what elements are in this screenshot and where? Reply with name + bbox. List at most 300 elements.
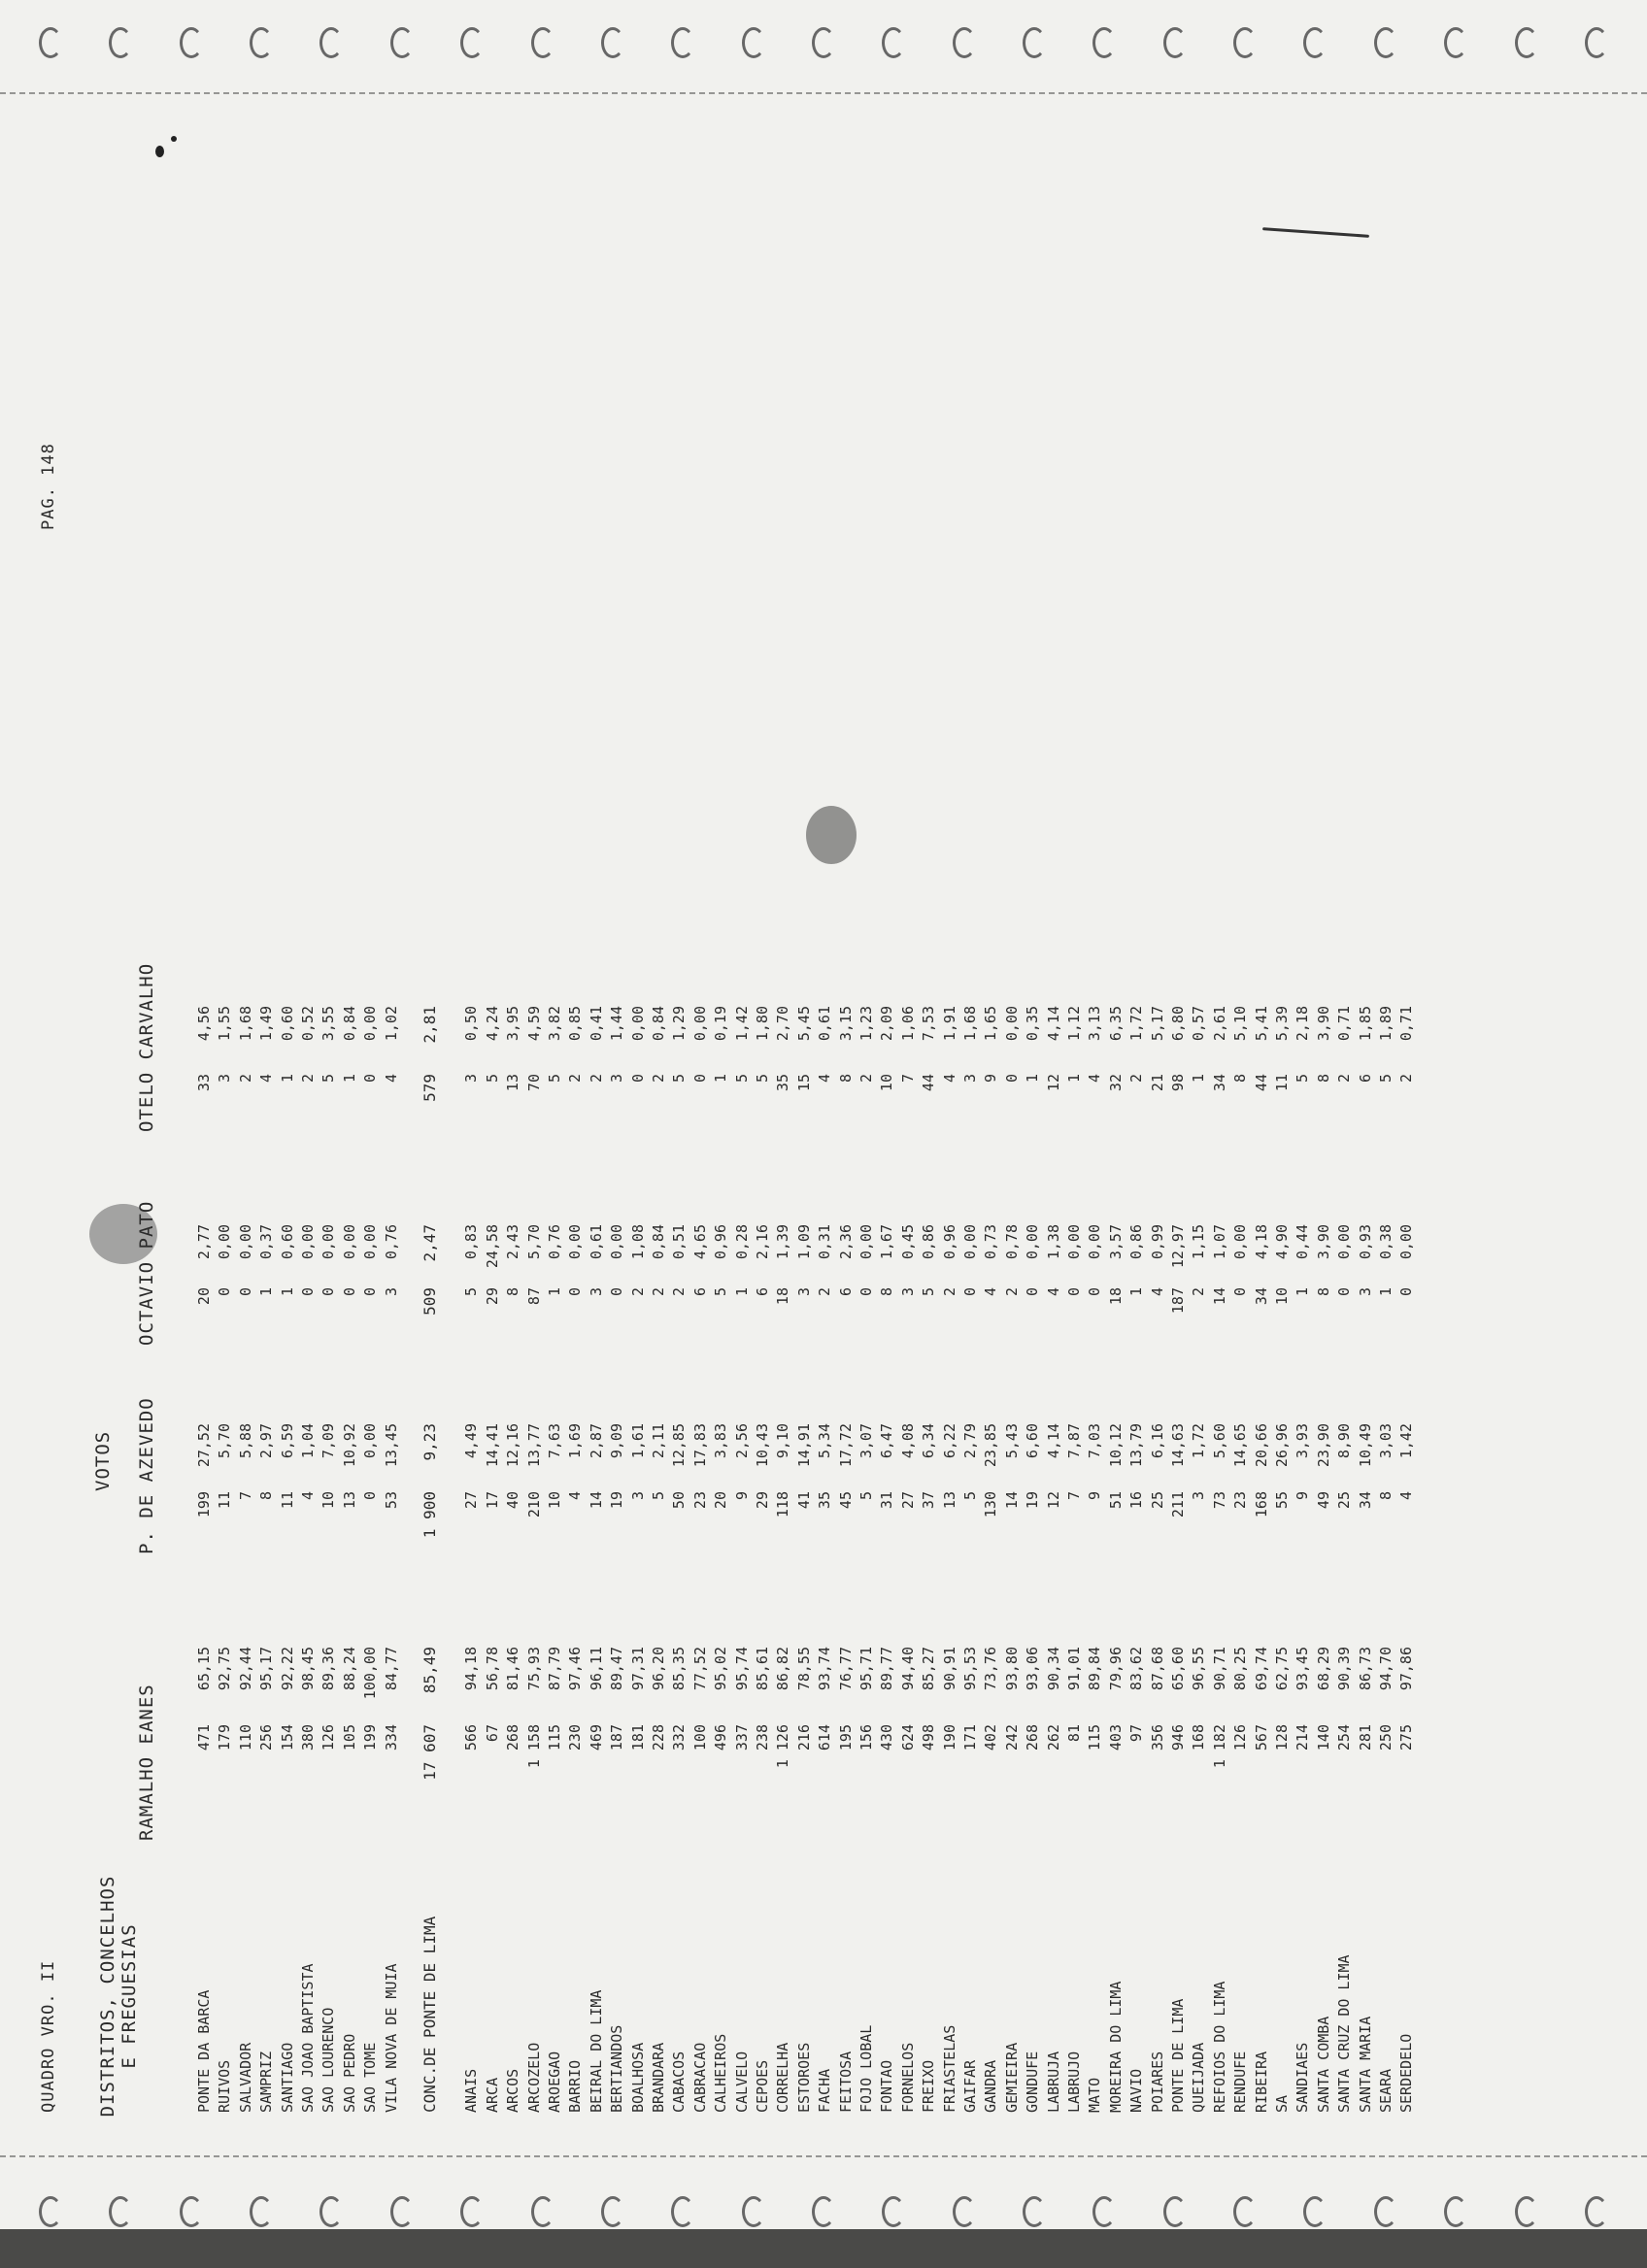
ramalho-eanes-votes: 254	[1335, 1724, 1354, 1751]
azevedo-percent: 6,59	[278, 1423, 296, 1459]
octavio-pato-percent: 4,65	[690, 1224, 709, 1260]
row-name: BARRIO	[566, 2059, 585, 2113]
otelo-carvalho-percent: 4,56	[195, 1006, 213, 1042]
octavio-pato-percent: 1,09	[794, 1224, 813, 1260]
octavio-pato-percent: 0,00	[361, 1224, 380, 1260]
octavio-pato-percent: 0,00	[1335, 1224, 1354, 1260]
district-header	[97, 1831, 140, 2161]
azevedo-votes: 16	[1127, 1491, 1146, 1510]
octavio-pato-percent: 5,70	[524, 1224, 543, 1260]
ramalho-eanes-votes: 171	[961, 1724, 979, 1751]
row-name: VILA NOVA DE MUIA	[382, 1963, 400, 2113]
ramalho-eanes-votes: 156	[857, 1724, 875, 1751]
azevedo-percent: 5,43	[1002, 1423, 1021, 1459]
ramalho-eanes-percent: 81,46	[504, 1647, 522, 1691]
octavio-pato-votes: 1	[1377, 1287, 1395, 1297]
azevedo-votes: 0	[361, 1491, 380, 1501]
ramalho-eanes-percent: 95,71	[857, 1647, 875, 1691]
azevedo-percent: 23,85	[982, 1423, 1000, 1468]
octavio-pato-votes: 2	[670, 1287, 689, 1297]
azevedo-percent: 3,83	[712, 1423, 730, 1459]
otelo-carvalho-votes: 6	[1356, 1074, 1374, 1084]
ramalho-eanes-votes: 187	[608, 1724, 626, 1751]
azevedo-percent: 12,16	[504, 1423, 522, 1468]
otelo-carvalho-votes: 3	[216, 1074, 234, 1084]
azevedo-percent: 4,49	[462, 1423, 481, 1459]
azevedo-votes: 3	[628, 1491, 647, 1501]
octavio-pato-percent: 1,39	[774, 1224, 792, 1260]
otelo-carvalho-percent: 0,41	[587, 1006, 605, 1042]
azevedo-percent: 8,90	[1335, 1423, 1354, 1459]
otelo-carvalho-percent: 3,15	[836, 1006, 855, 1042]
ramalho-eanes-votes: 126	[319, 1724, 338, 1751]
octavio-pato-percent: 24,58	[483, 1224, 501, 1269]
row-name: PONTE DE LIMA	[1169, 1998, 1187, 2113]
azevedo-votes: 23	[690, 1491, 709, 1510]
row-name: SAO TOME	[361, 2042, 380, 2113]
otelo-carvalho-percent: 2,18	[1294, 1006, 1312, 1042]
azevedo-percent: 3,93	[1294, 1423, 1312, 1459]
azevedo-votes: 4	[566, 1491, 585, 1501]
azevedo-percent: 17,83	[690, 1423, 709, 1468]
octavio-pato-votes: 0	[1065, 1287, 1083, 1297]
ramalho-eanes-percent: 92,44	[236, 1647, 254, 1691]
row-name: BEIRAL DO LIMA	[587, 1989, 605, 2113]
ramalho-eanes-percent: 86,82	[774, 1647, 792, 1691]
otelo-carvalho-votes: 9	[982, 1074, 1000, 1084]
azevedo-votes: 211	[1169, 1491, 1187, 1518]
row-name: SAO LOURENCO	[319, 2007, 338, 2113]
otelo-carvalho-votes: 2	[299, 1074, 317, 1084]
ramalho-eanes-votes: 1 126	[774, 1724, 792, 1769]
column-header-p-de-azevedo: P. DE AZEVEDO	[136, 1397, 157, 1554]
ramalho-eanes-percent: 92,22	[278, 1647, 296, 1691]
ramalho-eanes-percent: 75,93	[524, 1647, 543, 1691]
ramalho-eanes-votes: 199	[361, 1724, 380, 1751]
row-name: SA	[1273, 2094, 1291, 2113]
octavio-pato-percent: 0,99	[1148, 1224, 1166, 1260]
azevedo-percent: 2,56	[732, 1423, 751, 1459]
otelo-carvalho-percent: 3,90	[1314, 1006, 1332, 1042]
row-name: SAO PEDRO	[340, 2033, 358, 2113]
otelo-carvalho-votes: 32	[1106, 1074, 1125, 1092]
otelo-carvalho-percent: 1,80	[754, 1006, 771, 1042]
azevedo-votes: 73	[1210, 1491, 1228, 1510]
row-name: FREIXO	[920, 2059, 938, 2113]
ramalho-eanes-votes: 380	[299, 1724, 317, 1751]
octavio-pato-percent: 12,97	[1169, 1224, 1187, 1269]
ramalho-eanes-votes: 403	[1106, 1724, 1125, 1751]
otelo-carvalho-percent: 6,35	[1106, 1006, 1125, 1042]
otelo-carvalho-percent: 0,57	[1190, 1006, 1208, 1042]
ramalho-eanes-votes: 181	[628, 1724, 647, 1751]
octavio-pato-percent: 1,08	[628, 1224, 647, 1260]
octavio-pato-votes: 0	[216, 1287, 234, 1297]
octavio-pato-percent: 3,57	[1106, 1224, 1125, 1260]
ramalho-eanes-percent: 90,71	[1210, 1647, 1228, 1691]
ramalho-eanes-votes: 110	[236, 1724, 254, 1751]
azevedo-percent: 10,12	[1106, 1423, 1125, 1468]
otelo-carvalho-votes: 70	[524, 1074, 543, 1092]
octavio-pato-votes: 1	[1127, 1287, 1146, 1297]
row-name: GANDRA	[982, 2059, 1000, 2113]
row-name: SANTA COMBA	[1314, 2016, 1332, 2113]
azevedo-votes: 23	[1231, 1491, 1250, 1510]
octavio-pato-votes: 0	[857, 1287, 875, 1297]
otelo-carvalho-percent: 1,85	[1356, 1006, 1374, 1042]
ramalho-eanes-percent: 68,29	[1314, 1647, 1332, 1691]
octavio-pato-percent: 0,00	[1086, 1224, 1104, 1260]
row-name: REFOIOS DO LIMA	[1210, 1981, 1228, 2113]
octavio-pato-percent: 0,00	[857, 1224, 875, 1260]
ramalho-eanes-percent: 85,27	[920, 1647, 938, 1691]
row-name: FOJO LOBAL	[857, 2024, 875, 2113]
otelo-carvalho-percent: 6,80	[1169, 1006, 1187, 1042]
ramalho-eanes-votes: 262	[1044, 1724, 1062, 1751]
row-name: SALVADOR	[236, 2042, 254, 2113]
octavio-pato-votes: 18	[1106, 1287, 1125, 1306]
ramalho-eanes-votes: 115	[546, 1724, 563, 1751]
azevedo-votes: 8	[257, 1491, 276, 1501]
azevedo-votes: 118	[774, 1491, 792, 1518]
otelo-carvalho-percent: 1,68	[961, 1006, 979, 1042]
otelo-carvalho-votes: 4	[257, 1074, 276, 1084]
ramalho-eanes-votes: 469	[587, 1724, 605, 1751]
octavio-pato-votes: 29	[483, 1287, 501, 1306]
octavio-pato-percent: 0,00	[1024, 1224, 1042, 1260]
azevedo-votes: 10	[319, 1491, 338, 1510]
octavio-pato-votes: 4	[982, 1287, 1000, 1297]
octavio-pato-votes: 1	[732, 1287, 751, 1297]
row-name: POIARES	[1148, 2051, 1166, 2113]
octavio-pato-percent: 0,28	[732, 1224, 751, 1260]
row-name: PONTE DA BARCA	[195, 1989, 213, 2113]
azevedo-percent: 5,88	[236, 1423, 254, 1459]
azevedo-percent: 3,07	[857, 1423, 875, 1459]
ramalho-eanes-percent: 85,61	[754, 1647, 771, 1691]
ramalho-eanes-percent: 91,01	[1065, 1647, 1083, 1691]
otelo-carvalho-percent: 1,68	[236, 1006, 254, 1042]
ramalho-eanes-percent: 95,17	[257, 1647, 276, 1691]
azevedo-votes: 11	[278, 1491, 296, 1510]
azevedo-votes: 19	[608, 1491, 626, 1510]
octavio-pato-votes: 6	[836, 1287, 855, 1297]
row-name: FONTAO	[878, 2059, 896, 2113]
ramalho-eanes-votes: 100	[690, 1724, 709, 1751]
azevedo-percent: 27,52	[195, 1423, 213, 1468]
azevedo-votes: 7	[1065, 1491, 1083, 1501]
otelo-carvalho-percent: 3,55	[319, 1006, 338, 1042]
conc-azevedo-percent: 9,23	[420, 1423, 439, 1461]
octavio-pato-votes: 6	[754, 1287, 771, 1297]
octavio-pato-votes: 2	[1002, 1287, 1021, 1297]
azevedo-votes: 168	[1252, 1491, 1270, 1518]
ramalho-eanes-votes: 946	[1169, 1724, 1187, 1751]
azevedo-votes: 34	[1356, 1491, 1374, 1510]
ramalho-eanes-percent: 89,84	[1086, 1647, 1104, 1691]
octavio-pato-votes: 1	[546, 1287, 563, 1297]
azevedo-votes: 7	[236, 1491, 254, 1501]
ramalho-eanes-percent: 76,77	[836, 1647, 855, 1691]
otelo-carvalho-percent: 5,17	[1148, 1006, 1166, 1042]
otelo-carvalho-percent: 2,09	[878, 1006, 896, 1042]
ramalho-eanes-percent: 95,74	[732, 1647, 751, 1691]
otelo-carvalho-percent: 1,44	[608, 1006, 626, 1042]
row-name: CEPOES	[754, 2059, 771, 2113]
ramalho-eanes-percent: 79,96	[1106, 1647, 1125, 1691]
row-name: BRANDARA	[650, 2042, 667, 2113]
azevedo-percent: 10,49	[1356, 1423, 1374, 1468]
ramalho-eanes-percent: 85,35	[670, 1647, 689, 1691]
azevedo-votes: 53	[382, 1491, 400, 1510]
otelo-carvalho-percent: 2,61	[1210, 1006, 1228, 1042]
ramalho-eanes-percent: 93,74	[816, 1647, 834, 1691]
octavio-pato-percent: 0,61	[587, 1224, 605, 1260]
octavio-pato-votes: 0	[236, 1287, 254, 1297]
octavio-pato-percent: 0,45	[898, 1224, 917, 1260]
octavio-pato-percent: 0,83	[462, 1224, 481, 1260]
azevedo-votes: 49	[1314, 1491, 1332, 1510]
otelo-carvalho-votes: 34	[1210, 1074, 1228, 1092]
otelo-carvalho-percent: 7,53	[920, 1006, 938, 1042]
row-name: FRIASTELAS	[940, 2024, 958, 2113]
row-name: SANTIAGO	[278, 2042, 296, 2113]
otelo-carvalho-percent: 0,52	[299, 1006, 317, 1042]
octavio-pato-votes: 0	[340, 1287, 358, 1297]
otelo-carvalho-votes: 12	[1044, 1074, 1062, 1092]
ramalho-eanes-percent: 65,15	[195, 1647, 213, 1691]
otelo-carvalho-votes: 21	[1148, 1074, 1166, 1092]
octavio-pato-votes: 187	[1169, 1287, 1187, 1315]
ramalho-eanes-percent: 90,91	[940, 1647, 958, 1691]
azevedo-percent: 7,63	[546, 1423, 563, 1459]
otelo-carvalho-votes: 5	[483, 1074, 501, 1084]
octavio-pato-percent: 2,43	[504, 1224, 522, 1260]
octavio-pato-percent: 0,38	[1377, 1224, 1395, 1260]
azevedo-votes: 5	[650, 1491, 667, 1501]
row-name: SANDIAES	[1294, 2042, 1312, 2113]
azevedo-percent: 9,09	[608, 1423, 626, 1459]
octavio-pato-percent: 4,18	[1252, 1224, 1270, 1260]
column-header-ramalho-eanes: RAMALHO EANES	[136, 1684, 157, 1841]
octavio-pato-votes: 10	[1273, 1287, 1291, 1306]
octavio-pato-percent: 2,16	[754, 1224, 771, 1260]
octavio-pato-votes: 0	[566, 1287, 585, 1297]
ramalho-eanes-percent: 97,46	[566, 1647, 585, 1691]
octavio-pato-votes: 2	[650, 1287, 667, 1297]
otelo-carvalho-votes: 5	[1294, 1074, 1312, 1084]
azevedo-percent: 1,04	[299, 1423, 317, 1459]
ramalho-eanes-percent: 62,75	[1273, 1647, 1291, 1691]
otelo-carvalho-percent: 1,29	[670, 1006, 689, 1042]
azevedo-percent: 20,66	[1252, 1423, 1270, 1468]
azevedo-percent: 6,22	[940, 1423, 958, 1459]
azevedo-votes: 9	[1086, 1491, 1104, 1501]
page-number: PAG. 148	[39, 443, 58, 530]
otelo-carvalho-percent: 2,70	[774, 1006, 792, 1042]
votes-label: VOTOS	[92, 1430, 114, 1491]
otelo-carvalho-percent: 0,85	[566, 1006, 585, 1042]
octavio-pato-votes: 3	[382, 1287, 400, 1297]
ramalho-eanes-votes: 496	[712, 1724, 730, 1751]
azevedo-percent: 17,72	[836, 1423, 855, 1468]
row-name: SANTA CRUZ DO LIMA	[1335, 1954, 1354, 2113]
otelo-carvalho-votes: 10	[878, 1074, 896, 1092]
octavio-pato-votes: 18	[774, 1287, 792, 1306]
azevedo-votes: 45	[836, 1491, 855, 1510]
azevedo-percent: 14,91	[794, 1423, 813, 1468]
otelo-carvalho-votes: 2	[236, 1074, 254, 1084]
octavio-pato-votes: 3	[1356, 1287, 1374, 1297]
otelo-carvalho-votes: 1	[1024, 1074, 1042, 1084]
ramalho-eanes-votes: 126	[1231, 1724, 1250, 1751]
otelo-carvalho-percent: 1,89	[1377, 1006, 1395, 1042]
otelo-carvalho-votes: 5	[670, 1074, 689, 1084]
octavio-pato-votes: 5	[920, 1287, 938, 1297]
row-name: GAIFAR	[961, 2059, 979, 2113]
azevedo-percent: 4,14	[1044, 1423, 1062, 1459]
ramalho-eanes-percent: 73,76	[982, 1647, 1000, 1691]
ramalho-eanes-percent: 100,00	[361, 1647, 380, 1700]
ramalho-eanes-votes: 624	[898, 1724, 917, 1751]
ramalho-eanes-votes: 67	[483, 1724, 501, 1743]
otelo-carvalho-percent: 5,45	[794, 1006, 813, 1042]
otelo-carvalho-percent: 1,49	[257, 1006, 276, 1042]
otelo-carvalho-percent: 5,39	[1273, 1006, 1291, 1042]
ramalho-eanes-percent: 84,77	[382, 1647, 400, 1691]
octavio-pato-votes: 2	[628, 1287, 647, 1297]
azevedo-percent: 2,79	[961, 1423, 979, 1459]
azevedo-votes: 14	[1002, 1491, 1021, 1510]
octavio-pato-percent: 0,00	[1065, 1224, 1083, 1260]
ramalho-eanes-percent: 95,53	[961, 1647, 979, 1691]
ramalho-eanes-votes: 97	[1127, 1724, 1146, 1743]
azevedo-percent: 23,90	[1314, 1423, 1332, 1468]
row-name: ANAIS	[462, 2068, 481, 2113]
row-name: LABRUJO	[1065, 2051, 1083, 2113]
otelo-carvalho-votes: 15	[794, 1074, 813, 1092]
octavio-pato-percent: 0,00	[299, 1224, 317, 1260]
otelo-carvalho-votes: 33	[195, 1074, 213, 1092]
ramalho-eanes-votes: 356	[1148, 1724, 1166, 1751]
azevedo-votes: 29	[754, 1491, 771, 1510]
ramalho-eanes-votes: 430	[878, 1724, 896, 1751]
azevedo-votes: 55	[1273, 1491, 1291, 1510]
row-name: QUEIJADA	[1190, 2042, 1208, 2113]
ramalho-eanes-percent: 78,55	[794, 1647, 813, 1691]
row-name: SEARA	[1377, 2068, 1395, 2113]
azevedo-votes: 25	[1148, 1491, 1166, 1510]
octavio-pato-percent: 0,96	[940, 1224, 958, 1260]
otelo-carvalho-percent: 1,65	[982, 1006, 1000, 1042]
azevedo-percent: 1,69	[566, 1423, 585, 1459]
otelo-carvalho-percent: 1,02	[382, 1006, 400, 1042]
azevedo-votes: 199	[195, 1491, 213, 1518]
otelo-carvalho-votes: 4	[816, 1074, 834, 1084]
azevedo-percent: 13,45	[382, 1423, 400, 1468]
row-name: NAVIO	[1127, 2068, 1146, 2113]
otelo-carvalho-votes: 2	[1127, 1074, 1146, 1084]
row-name: LABRUJA	[1044, 2051, 1062, 2113]
octavio-pato-percent: 0,76	[546, 1224, 563, 1260]
ramalho-eanes-votes: 567	[1252, 1724, 1270, 1751]
otelo-carvalho-votes: 3	[608, 1074, 626, 1084]
octavio-pato-votes: 0	[1024, 1287, 1042, 1297]
azevedo-votes: 17	[483, 1491, 501, 1510]
otelo-carvalho-votes: 11	[1273, 1074, 1291, 1092]
otelo-carvalho-votes: 98	[1169, 1074, 1187, 1092]
ramalho-eanes-percent: 94,18	[462, 1647, 481, 1691]
ramalho-eanes-votes: 179	[216, 1724, 234, 1751]
conc-azevedo-votes: 1 900	[420, 1491, 439, 1539]
octavio-pato-percent: 1,15	[1190, 1224, 1208, 1260]
octavio-pato-votes: 1	[278, 1287, 296, 1297]
azevedo-votes: 19	[1024, 1491, 1042, 1510]
octavio-pato-percent: 0,60	[278, 1224, 296, 1260]
ramalho-eanes-votes: 128	[1273, 1724, 1291, 1751]
ramalho-eanes-votes: 81	[1065, 1724, 1083, 1743]
azevedo-votes: 27	[462, 1491, 481, 1510]
azevedo-percent: 13,77	[524, 1423, 543, 1468]
octavio-pato-percent: 0,96	[712, 1224, 730, 1260]
octavio-pato-percent: 2,36	[836, 1224, 855, 1260]
row-name: SANTA MARIA	[1356, 2016, 1374, 2113]
azevedo-votes: 25	[1335, 1491, 1354, 1510]
azevedo-percent: 7,87	[1065, 1423, 1083, 1459]
conc-otelo-carvalho-percent: 2,81	[420, 1006, 439, 1044]
otelo-carvalho-votes: 0	[690, 1074, 709, 1084]
ramalho-eanes-percent: 92,75	[216, 1647, 234, 1691]
azevedo-percent: 3,03	[1377, 1423, 1395, 1459]
azevedo-votes: 9	[732, 1491, 751, 1501]
otelo-carvalho-percent: 0,60	[278, 1006, 296, 1042]
row-name: CALVELO	[732, 2051, 751, 2113]
otelo-carvalho-votes: 35	[774, 1074, 792, 1092]
azevedo-votes: 13	[340, 1491, 358, 1510]
octavio-pato-percent: 0,00	[1231, 1224, 1250, 1260]
otelo-carvalho-percent: 1,91	[940, 1006, 958, 1042]
otelo-carvalho-percent: 1,42	[732, 1006, 751, 1042]
azevedo-percent: 14,65	[1231, 1423, 1250, 1468]
ramalho-eanes-votes: 402	[982, 1724, 1000, 1751]
azevedo-votes: 9	[1294, 1491, 1312, 1501]
ramalho-eanes-percent: 96,20	[650, 1647, 667, 1691]
ramalho-eanes-percent: 56,78	[483, 1647, 501, 1691]
ramalho-eanes-percent: 94,40	[898, 1647, 917, 1691]
otelo-carvalho-votes: 1	[1065, 1074, 1083, 1084]
column-header-octavio-pato: OCTAVIO PATO	[136, 1200, 157, 1346]
azevedo-votes: 4	[299, 1491, 317, 1501]
azevedo-votes: 31	[878, 1491, 896, 1510]
ramalho-eanes-votes: 154	[278, 1724, 296, 1751]
ramalho-eanes-percent: 89,36	[319, 1647, 338, 1691]
octavio-pato-percent: 0,44	[1294, 1224, 1312, 1260]
ramalho-eanes-percent: 93,80	[1002, 1647, 1021, 1691]
octavio-pato-votes: 6	[690, 1287, 709, 1297]
conc-name: CONC.DE PONTE DE LIMA	[420, 1916, 439, 2113]
ramalho-eanes-votes: 216	[794, 1724, 813, 1751]
octavio-pato-votes: 3	[587, 1287, 605, 1297]
azevedo-votes: 51	[1106, 1491, 1125, 1510]
octavio-pato-votes: 8	[504, 1287, 522, 1297]
row-name: ARCOZELO	[524, 2042, 543, 2113]
otelo-carvalho-percent: 0,00	[628, 1006, 647, 1042]
octavio-pato-votes: 87	[524, 1287, 543, 1306]
row-name: FEITOSA	[836, 2051, 855, 2113]
otelo-carvalho-votes: 1	[712, 1074, 730, 1084]
ramalho-eanes-votes: 250	[1377, 1724, 1395, 1751]
ramalho-eanes-votes: 190	[940, 1724, 958, 1751]
